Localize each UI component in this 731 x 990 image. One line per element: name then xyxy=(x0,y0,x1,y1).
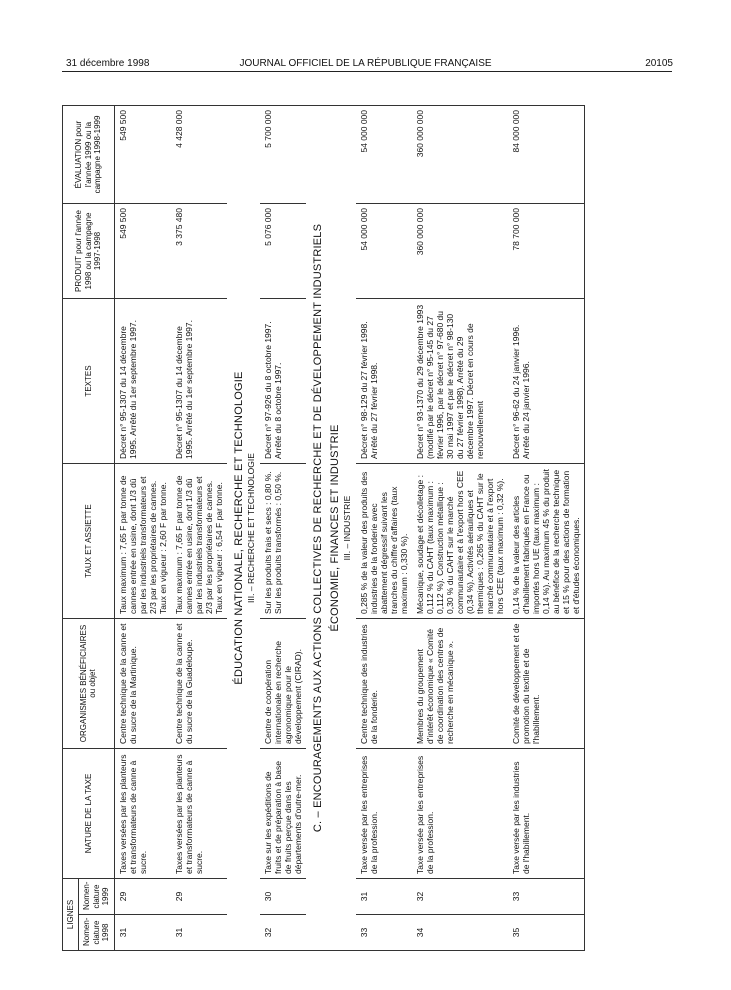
cell-organisme: Membres du groupement d'intérêt économique « Comité de coordination des centres de recherche en mécanique ». xyxy=(412,619,508,749)
col-textes: TEXTES xyxy=(63,299,115,464)
cell-taux: Mécanique, soudage et décolletage : 0,112 % du CAHT (taux maximum : 0,112 %). Construction métallique : 0,30 % du CAHT sur le marché communautaire et à l'export hors CEE (0,34 %). Activités aérauliques et thermiques : 0,265 % du CAHT sur le marché communautaire et à l'export hors CEE (taux maximum : 0,32 %). xyxy=(412,464,508,619)
cell-textes: Décret n° 97-926 du 8 octobre 1997. Arrêté du 8 octobre 1997. xyxy=(260,299,306,464)
col-nomenclature-1999: Nomen-clature 1999 xyxy=(79,879,114,915)
cell-nature: Taxe sur les expéditions de fruits et de préparation à base de fruits perçue dans les départements d'outre-mer. xyxy=(260,749,306,879)
table-row xyxy=(260,106,306,951)
cell-organisme: Centre technique de la canne et du sucre de la Martinique. xyxy=(114,619,171,749)
cell-produit: 3 375 480 xyxy=(171,204,227,299)
table-row xyxy=(356,106,412,951)
cell-taux: 0,14 % de la valeur des articles d'habillement fabriqués en France ou importés hors UE (taux maximum : 0,14 %). Au maximum 45 % du produit au bénéfice de la recherche technique et 15 % pour des actions de formation et d'études économiques. xyxy=(508,464,585,619)
cell-organisme: Centre technique de la canne et du sucre de la Guadeloupe. xyxy=(171,619,227,749)
cell-nature: Taxes versées par les planteurs et transformateurs de canne à sucre. xyxy=(171,749,227,879)
cell-produit: 549 500 xyxy=(114,204,171,299)
cell-evaluation: 549 500 xyxy=(114,106,171,204)
cell-organisme: Comité de développement et de promotion du textile et de l'habillement. xyxy=(508,619,585,749)
cell-produit: 5 076 000 xyxy=(260,204,306,299)
cell-taux: Taux maximum : 7,65 F par tonne de cannes entrée en usine, dont 1/3 dû par les industriels transformateurs et 2/3 par les propriétaires de cannes. Taux en vigueur : 6,54 F par tonne. xyxy=(171,464,227,619)
cell-textes: Décret n° 93-1370 du 29 décembre 1993 (modifié par le décret n° 95-145 du 27 février 1996, par le décret n° 97-680 du 30 mai 1997 et par le décret n° 98-130 du 27 février 1998). Arrêté du 29 décembre 1997. Décret en cours de renouvellement xyxy=(412,299,508,464)
cell-nature: Taxe versée par les entreprises de la profession. xyxy=(412,749,508,879)
cell-evaluation: 4 428 000 xyxy=(171,106,227,204)
section-industrie: III. – INDUSTRIE xyxy=(341,495,352,561)
cell-textes: Décret n° 95-1307 du 14 décembre 1995. Arrêté du 1er septembre 1997. xyxy=(114,299,171,464)
cell-taux: Taux maximum : 7,65 F par tonne de cannes entrée en usine, dont 1/3 dû par les industriels transformateurs et 2/3 par les propriétaires de cannes. Taux en vigueur : 2,60 F par tonne. xyxy=(114,464,171,619)
cell-taux: Sur les produits frais et secs : 0,80 %. Sur les produits transformés : 0,50 %. xyxy=(260,464,306,619)
cell-textes: Décret n° 98-129 du 27 février 1998. Arrêté du 27 février 1998. xyxy=(356,299,412,464)
table-row xyxy=(171,106,227,951)
col-nomenclature-1998: Nomen-clature 1998 xyxy=(79,915,114,951)
cell-textes: Décret n° 95-1307 du 14 décembre 1995. Arrêté du 1er septembre 1997. xyxy=(171,299,227,464)
section-row xyxy=(227,106,260,951)
header-rule xyxy=(62,71,672,72)
section-education: ÉDUCATION NATIONALE, RECHERCHE ET TECHNOLOGIE xyxy=(232,371,245,685)
cell-evaluation: 5 700 000 xyxy=(260,106,306,204)
col-taux: TAUX ET ASSIETTE xyxy=(63,464,115,619)
section-economie: ÉCONOMIE, FINANCES ET INDUSTRIE xyxy=(328,424,341,632)
cell-n1998: 32 xyxy=(260,915,306,951)
cell-organisme: Centre technique des industries de la fonderie. xyxy=(356,619,412,749)
cell-textes: Décret n° 96-62 du 24 janvier 1996. Arrêté du 24 janvier 1996. xyxy=(508,299,585,464)
cell-n1999: 32 xyxy=(412,879,508,915)
col-organismes: ORGANISMES BÉNÉFICIAIRES ou objet xyxy=(63,619,115,749)
col-evaluation: ÉVALUATION pour l'année 1999 ou la campagne 1998-1999 xyxy=(63,106,115,204)
section-encouragements: C. – ENCOURAGEMENTS AUX ACTIONS COLLECTIVES DE RECHERCHE ET DE DÉVELOPPEMENT INDUSTRIELS xyxy=(311,223,324,833)
cell-produit: 54 000 000 xyxy=(356,204,412,299)
cell-nature: Taxe versée par les industries de l'habillement. xyxy=(508,749,585,879)
section-row xyxy=(306,106,356,951)
table-row xyxy=(114,106,171,951)
cell-n1998: 34 xyxy=(412,915,508,951)
cell-nature: Taxe versée par les entreprises de la profession. xyxy=(356,749,412,879)
cell-n1999: 30 xyxy=(260,879,306,915)
cell-organisme: Centre de coopération internationale en recherche agronomique pour le développement (CIRAD). xyxy=(260,619,306,749)
journal-title: JOURNAL OFFICIEL DE LA RÉPUBLIQUE FRANÇAISE xyxy=(239,58,492,69)
tax-table xyxy=(62,105,585,951)
col-nature: NATURE DE LA TAXE xyxy=(63,749,115,879)
col-produit: PRODUIT pour l'année 1998 ou la campagne 1997-1998 xyxy=(63,204,115,299)
col-lignes: LIGNES xyxy=(63,879,79,951)
cell-n1999: 29 xyxy=(114,879,171,915)
cell-n1999: 33 xyxy=(508,879,585,915)
cell-produit: 360 000 000 xyxy=(412,204,508,299)
cell-taux: 0,285 % de la valeur des produits des industries de la fonderie avec abattement dégressif suivant les tranches du chiffre d'affaires (taux maximum : 0,330 %). xyxy=(356,464,412,619)
header-date: 31 décembre 1998 xyxy=(66,58,150,69)
rotated-table-area xyxy=(62,106,672,951)
cell-nature: Taxes versées par les planteurs et transformateurs de canne à sucre. xyxy=(114,749,171,879)
cell-evaluation: 54 000 000 xyxy=(356,106,412,204)
cell-n1998: 31 xyxy=(114,915,171,951)
cell-evaluation: 84 000 000 xyxy=(508,106,585,204)
cell-produit: 78 700 000 xyxy=(508,204,585,299)
cell-n1998: 35 xyxy=(508,915,585,951)
cell-n1998: 31 xyxy=(171,915,227,951)
section-recherche: III. – RECHERCHE ET TECHNOLOGIE xyxy=(245,453,256,603)
cell-n1999: 31 xyxy=(356,879,412,915)
page-number: 20105 xyxy=(645,58,673,69)
cell-n1998: 33 xyxy=(356,915,412,951)
table-row xyxy=(508,106,585,951)
table-row xyxy=(412,106,508,951)
cell-n1999: 29 xyxy=(171,879,227,915)
cell-evaluation: 360 000 000 xyxy=(412,106,508,204)
